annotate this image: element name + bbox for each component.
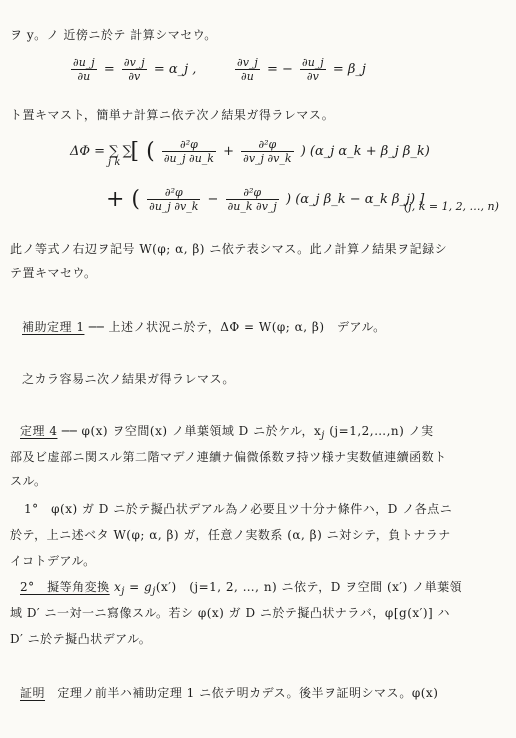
fraction: $\frac{\text{∂²φ}}{\partial u\_j \partial v\_k}$ [149, 186, 199, 213]
equation-1: $\frac{\partial u\_j}{\partial u}$ = $\frac{\partial v\_j}{\partial v}$ = α_j , [73, 56, 197, 83]
proof-title: 証明 [20, 686, 46, 700]
fraction: $\frac{\text{∂²φ}}{\partial u\_k \partial v\_j}$ [227, 186, 277, 213]
text-line: 此ノ等式ノ右辺ヲ記号 W(φ; α, β) ニ依テ表シマス。此ノ計算ノ結果ヲ記録シ [10, 242, 448, 256]
fraction: $\frac{\text{∂²φ}}{\partial u\_j \partial u\_k}$ [163, 138, 214, 165]
lemma-statement: ── 上述ノ状況ニ於テ，ΔΦ = W(φ; α, β) デアル。 [88, 320, 386, 334]
fraction: $\frac{\partial v\_j}{\partial u}$ [237, 56, 258, 83]
theorem-part-2: 2° 擬等角変換 $x_j = g_j(x')$ (j=1, 2, …, n) ニ依テ，D ヲ空間 (x′) ノ単葉領 [20, 580, 463, 597]
text-line: イコトデアル。 [10, 554, 96, 568]
equation-3: ΔΦ = ∑ ∑ $_{j k}$ [ ( $\frac{\text{∂²φ}}{\partial u\_j \partial u\_k}$ + $\frac{\text{∂²φ}}{\partial v\_j \partial v\_k}$ ) (α_j α_k + β_j β_k) [70, 138, 430, 168]
text-line: テ置キマセウ。 [10, 266, 97, 280]
theorem-title: 定理 4 [20, 424, 58, 438]
fraction: $\frac{\text{∂²φ}}{\partial v\_j \partial v\_k}$ [243, 138, 292, 165]
text-line: ト置キマスト，簡単ナ計算ニ依テ次ノ結果ガ得ラレマス。 [10, 108, 335, 122]
text-line: 部及ビ虚部ニ関スル第二階マデノ連續ナ偏微係数ヲ持ツ様ナ実数値連續函数ト [10, 450, 447, 464]
text-line: スル。 [10, 474, 47, 488]
equation-2: $\frac{\partial v\_j}{\partial u}$ = − $\frac{\partial u\_j}{\partial v}$ = β_j [237, 56, 366, 83]
fraction: $\frac{\partial u\_j}{\partial u}$ [73, 56, 95, 83]
text-line: D′ ニ於テ擬凸状デアル。 [10, 632, 152, 646]
text-line: 於テ，上ニ述ベタ W(φ; α, β) ガ，任意ノ実数系 (α, β) ニ対シテ，負トナラナ [10, 528, 451, 542]
text-line: 之カラ容易ニ次ノ結果ガ得ラレマス。 [22, 372, 235, 386]
equation-4: + ( $\frac{\text{∂²φ}}{\partial u\_j \partial v\_k}$ − $\frac{\text{∂²φ}}{\partial u\_k \partial v\_j}$ ) (α_j β_k − α_k β_j) ] [106, 186, 425, 213]
lemma-heading [22, 318, 386, 335]
text-line: 1° φ(x) ガ D ニ於テ擬凸状デアル為ノ必要且ツ十分ナ條件ハ，D ノ各点ニ [24, 502, 453, 516]
text-line: ヲ y。ノ 近傍ニ於テ 計算シマセウ。 [10, 28, 217, 42]
theorem-heading: 定理 4 ── φ(x) ヲ空間(x) ノ単葉領域 D ニ於ケル，$x_j$ (j=1,2,…,n) ノ実 [20, 424, 434, 441]
fraction: $\frac{\partial v\_j}{\partial v}$ [123, 56, 145, 83]
proof-heading: 証明 定理ノ前半ハ補助定理 1 ニ依テ明カデス。後半ヲ証明シマス。φ(x) [20, 686, 439, 700]
lemma-title: 補助定理 1 [22, 320, 85, 334]
fraction: $\frac{\partial u\_j}{\partial v}$ [302, 56, 324, 83]
text-line: 域 D′ ニ一対一ニ寫像スル。若シ φ(x) ガ D ニ於テ擬凸状ナラバ，φ[g(x′)] ハ [10, 606, 451, 620]
index-range: (j, k = 1, 2, …, n) [404, 200, 499, 213]
